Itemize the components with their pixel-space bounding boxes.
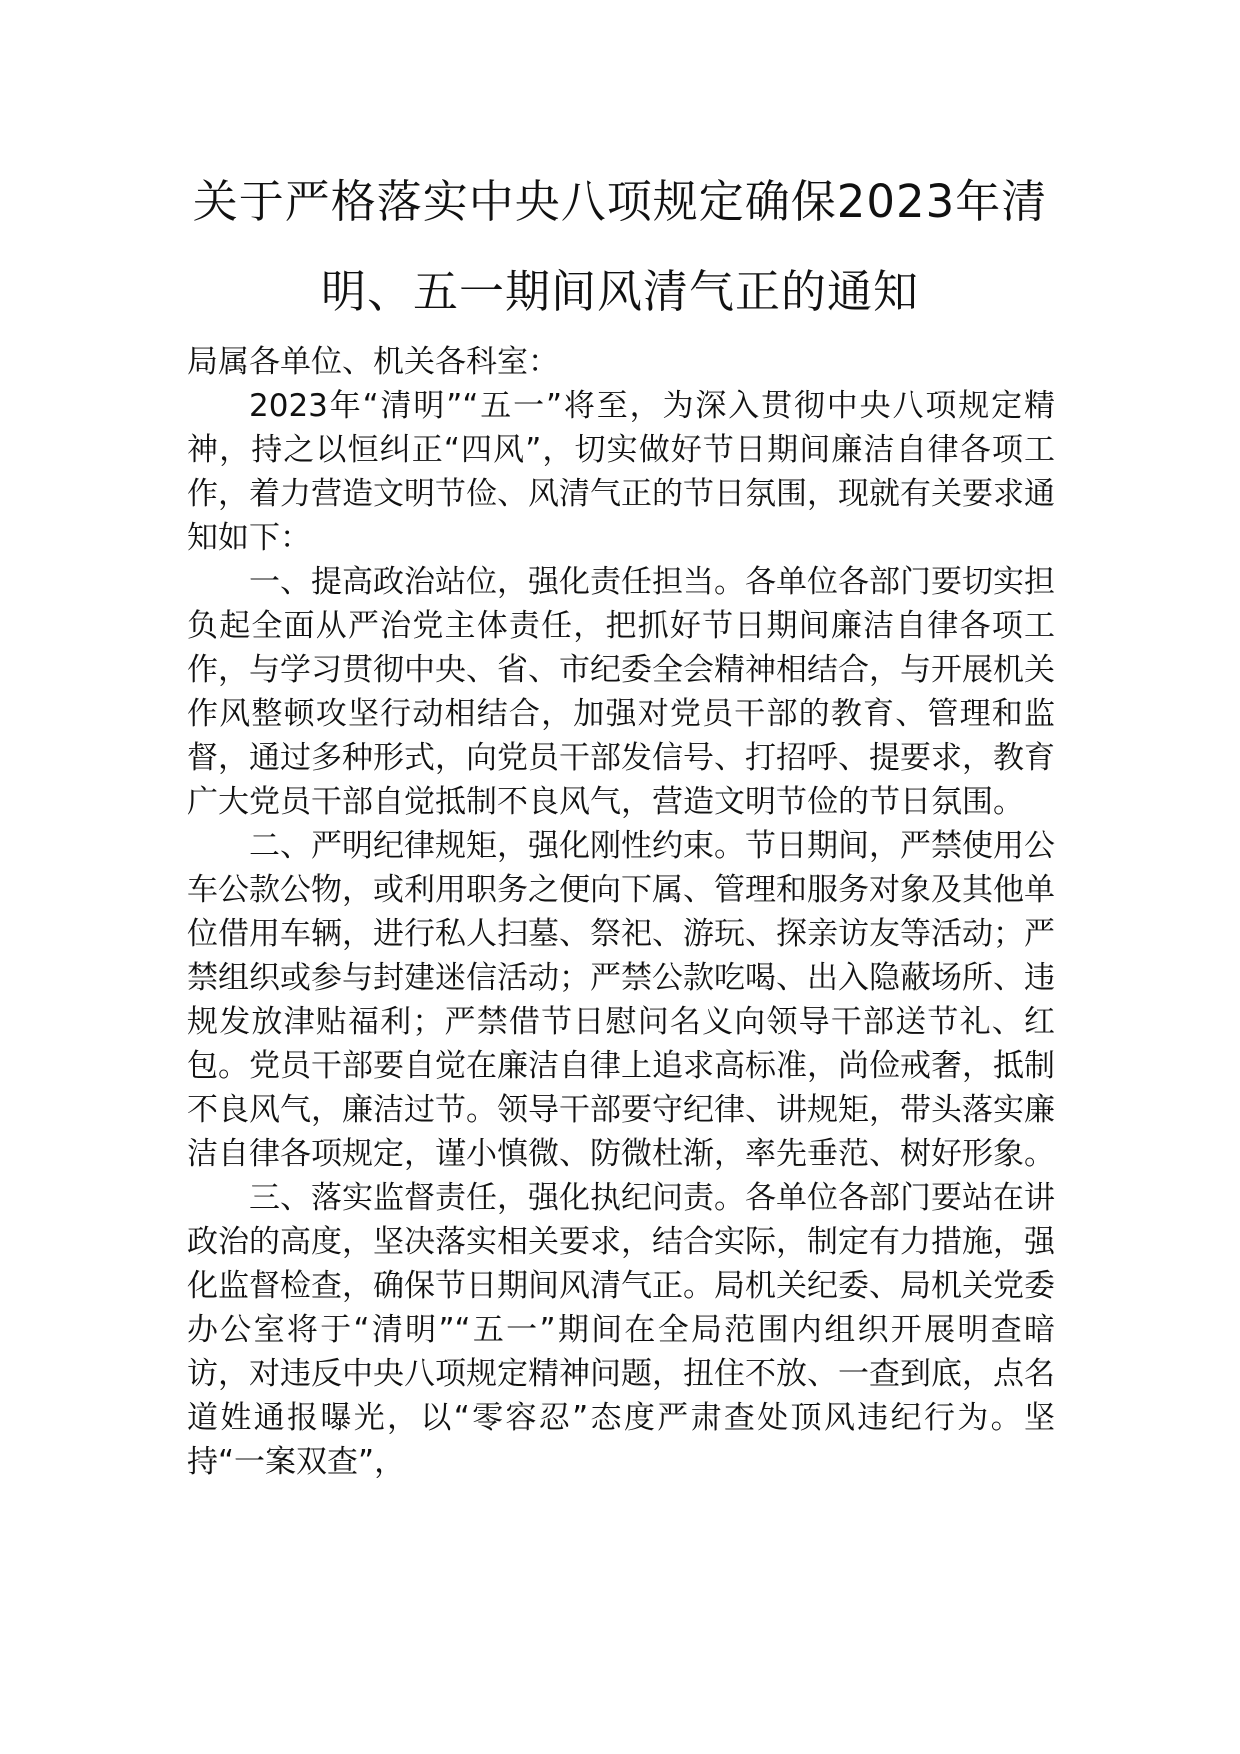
document-title-line-2: 明、五一期间风清气正的通知 (320, 265, 919, 318)
section-paragraph-3: 三、落实监督责任，强化执纪问责。各单位各部门要站在讲政治的高度，坚决落实相关要求，结合实际，制定有力措施，强化监督检查，确保节日期间风清气正。局机关纪委、局机关党委办公室将于“清明”“五一”期间在全局范围内组织开展明查暗访，对违反中央八项规定精神问题，扭住不放、一查到底，点名道姓通报曝光，以“零容忍”态度严肃查处顶风违纪行为。坚持“一案双查”， (187, 1180, 1055, 1480)
section-paragraph-2: 二、严明纪律规矩，强化刚性约束。节日期间，严禁使用公车公款公物，或利用职务之便向下属、管理和服务对象及其他单位借用车辆，进行私人扫墓、祭祀、游玩、探亲访友等活动；严禁组织或参与封建迷信活动；严禁公款吃喝、出入隐蔽场所、违规发放津贴福利；严禁借节日慰问名义向领导干部送节礼、红包。党员干部要自觉在廉洁自律上追求高标准，尚俭戒奢，抵制不良风气，廉洁过节。领导干部要守纪律、讲规矩，带头落实廉洁自律各项规定，谨小慎微、防微杜渐，率先垂范、树好形象。 (187, 828, 1055, 1172)
section-paragraph-1: 一、提高政治站位，强化责任担当。各单位各部门要切实担负起全面从严治党主体责任，把抓好节日期间廉洁自律各项工作，与学习贯彻中央、省、市纪委全会精神相结合，与开展机关作风整顿攻坚行动相结合，加强对党员干部的教育、管理和监督，通过多种形式，向党员干部发信号、打招呼、提要求，教育广大党员干部自觉抵制不良风气，营造文明节俭的节日氛围。 (187, 564, 1055, 820)
intro-paragraph: 2023年“清明”“五一”将至，为深入贯彻中央八项规定精神，持之以恒纠正“四风”，切实做好节日期间廉洁自律各项工作，着力营造文明节俭、风清气正的节日氛围，现就有关要求通知如下： (187, 388, 1055, 556)
document-body (187, 340, 1055, 1484)
salutation: 局属各单位、机关各科室： (187, 344, 559, 380)
document-title-line-1: 关于严格落实中央八项规定确保2023年清 (192, 175, 1048, 228)
